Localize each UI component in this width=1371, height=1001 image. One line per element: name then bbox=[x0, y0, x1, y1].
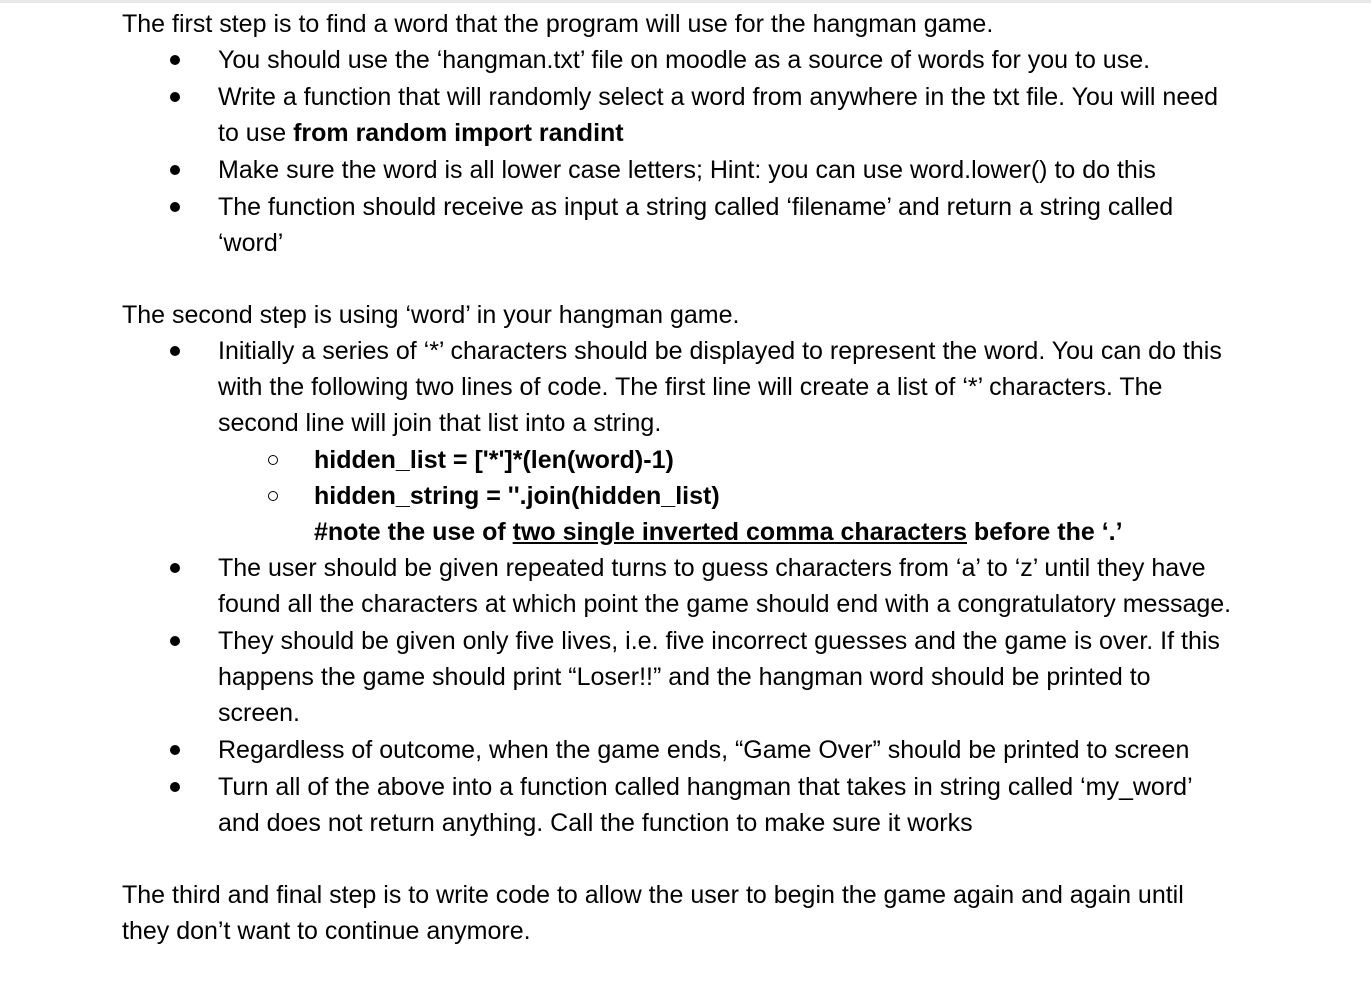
list-item bbox=[122, 732, 1337, 768]
note-suffix: before the ‘.’ bbox=[966, 518, 1123, 546]
section2-heading: The second step is using ‘word’ in your hangman game. bbox=[122, 301, 740, 329]
list-item-text: The user should be given repeated turns to guess characters from ‘a’ to ‘z’ until they have bbox=[218, 554, 1206, 582]
document-page bbox=[122, 6, 1337, 949]
list-item-text: The function should receive as input a string called ‘filename’ and return a string called bbox=[218, 193, 1174, 221]
list-item-text: You should use the ‘hangman.txt’ file on moodle as a source of words for you to use. bbox=[218, 46, 1151, 74]
import-statement: from random import randint bbox=[293, 119, 624, 147]
section1-list bbox=[122, 42, 1337, 261]
section2-list bbox=[122, 333, 1337, 441]
hollow-bullet-icon bbox=[268, 491, 278, 501]
code-line bbox=[122, 442, 1337, 478]
code-note bbox=[122, 514, 1337, 550]
list-item bbox=[122, 333, 1337, 441]
bullet-icon bbox=[170, 55, 180, 65]
section3-line1: The third and final step is to write code to allow the user to begin the game again and again until bbox=[122, 881, 1184, 909]
code-sublist bbox=[122, 442, 1337, 514]
code-hidden-string: hidden_string = ''.join(hidden_list) bbox=[314, 482, 720, 510]
list-item bbox=[122, 550, 1337, 622]
list-item-text-line2: and does not return anything. Call the function to make sure it works bbox=[218, 809, 973, 837]
list-item-text-line2: ‘word’ bbox=[218, 229, 284, 257]
bullet-icon bbox=[170, 563, 180, 573]
list-item-text-line3: screen. bbox=[218, 699, 300, 727]
bullet-icon bbox=[170, 636, 180, 646]
list-item bbox=[122, 189, 1337, 261]
list-item-text: Initially a series of ‘*’ characters should be displayed to represent the word. You can do this bbox=[218, 337, 1222, 365]
section1-heading: The first step is to find a word that the program will use for the hangman game. bbox=[122, 10, 994, 38]
list-item-text: Write a function that will randomly select a word from anywhere in the txt file. You will need bbox=[218, 83, 1219, 111]
list-item-text: They should be given only five lives, i.e. five incorrect guesses and the game is over. If this bbox=[218, 627, 1220, 655]
section2-list-continued bbox=[122, 550, 1337, 841]
list-item-text-line2 bbox=[218, 115, 1337, 151]
list-item-text: Regardless of outcome, when the game ends, “Game Over” should be printed to screen bbox=[218, 736, 1190, 764]
list-item-text-line2: happens the game should print “Loser!!” and the hangman word should be printed to bbox=[218, 663, 1151, 691]
note-underlined: two single inverted comma characters bbox=[512, 518, 967, 546]
bullet-icon bbox=[170, 202, 180, 212]
hollow-bullet-icon bbox=[268, 455, 278, 465]
list-item bbox=[122, 623, 1337, 731]
list-item bbox=[122, 42, 1337, 78]
list-item-text: Make sure the word is all lower case letters; Hint: you can use word.lower() to do this bbox=[218, 156, 1156, 184]
bullet-icon bbox=[170, 165, 180, 175]
section-gap bbox=[122, 842, 1337, 877]
section3-line2: they don’t want to continue anymore. bbox=[122, 917, 531, 945]
list-item-text-prefix: to use bbox=[218, 119, 294, 147]
list-item-text-line2: with the following two lines of code. The first line will create a list of ‘*’ characters. The bbox=[218, 373, 1163, 401]
bullet-icon bbox=[170, 92, 180, 102]
list-item bbox=[122, 152, 1337, 188]
list-item-text-line2: found all the characters at which point the game should end with a congratulatory message. bbox=[218, 590, 1232, 618]
code-hidden-list: hidden_list = ['*']*(len(word)-1) bbox=[314, 446, 674, 474]
list-item-text-line3: second line will join that list into a string. bbox=[218, 409, 662, 437]
bullet-icon bbox=[170, 782, 180, 792]
note-prefix: #note the use of bbox=[314, 518, 513, 546]
top-rule bbox=[0, 0, 1371, 3]
list-item bbox=[122, 769, 1337, 841]
bullet-icon bbox=[170, 346, 180, 356]
section-gap bbox=[122, 262, 1337, 297]
list-item bbox=[122, 79, 1337, 151]
bullet-icon bbox=[170, 745, 180, 755]
code-line bbox=[122, 478, 1337, 514]
list-item-text: Turn all of the above into a function called hangman that takes in string called ‘my_word’ bbox=[218, 773, 1193, 801]
